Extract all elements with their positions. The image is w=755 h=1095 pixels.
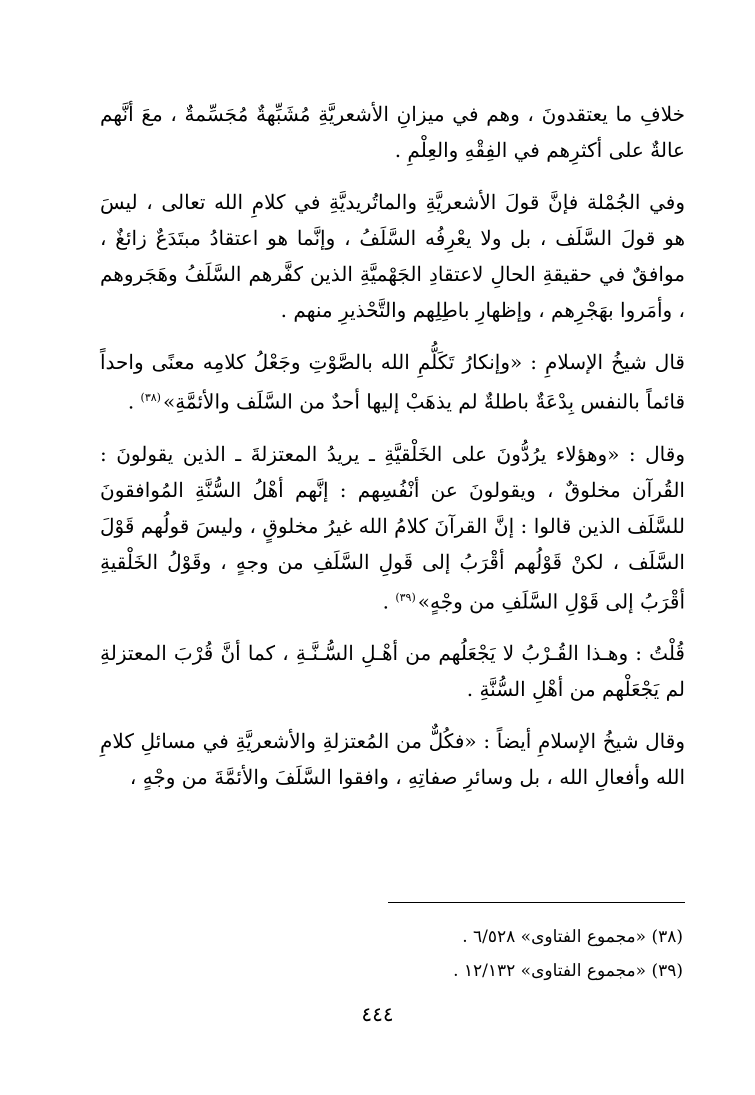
main-text [100, 96, 685, 811]
footnote-divider [388, 902, 685, 903]
paragraph-text: وقال شيخُ الإسلامِ أيضاً : «فكُلٌّ من المُعتزلةِ والأشعريَّةِ في مسائلِ كلامِ الله وأفعالِ الله ، بل وسائرِ صفاتِهِ ، وافقوا السَّلَفَ والأئمَّةَ من وجْهٍ ، [100, 729, 685, 790]
paragraph-text: وقال : «وهؤلاء يرُدُّونَ على الخَلْقيَّةِ ـ يريدُ المعتزلةَ ـ الذين يقولونَ : القُرآن مخلوقٌ ، ويقولونَ عن أنْفُسِهم : إنَّهم أهْلُ السُّنَّةِ المُوافقونَ للسَّلَف الذين قالوا : إنَّ القرآنَ كلامُ الله غيرُ مخلوقٍ ، وليسَ قولُهم قَوْلَ السَّلَف ، لكنْ قَوْلُهم أقْرَبُ إلى قَولِ السَّلَفِ من وجهٍ ، وقَوْلُ الخَلْقيةِ أقْرَبُ إلى قَوْلِ السَّلَفِ من وجْهٍ» [100, 441, 685, 614]
paragraph-5 [100, 635, 685, 707]
paragraph-text: وفي الجُمْلة فإنَّ قولَ الأشعريَّةِ والماتُريديَّةِ في كلامِ الله تعالى ، ليسَ هو قولَ السَّلَف ، بل ولا يعْرِفُه السَّلَفُ ، وإنَّما هو اعتقادُ مبتَدَعٌ زائغٌ ، موافقٌ في حقيقةِ الحالِ لاعتقادِ الجَهْميَّةِ الذين كفَّرهم السَّلَفُ وهَجَروهم ، وأمَروا بهَجْرِهم ، وإظهارِ باطِلِهم والتَّحْذيرِ منهم . [100, 190, 685, 322]
page-number: ٤٤٤ [361, 1002, 394, 1026]
paragraph-2 [100, 184, 685, 328]
paragraph-4: وقال : «وهؤلاء يرُدُّونَ على الخَلْقيَّةِ ـ يريدُ المعتزلةَ ـ الذين يقولونَ : القُرآن مخلوقٌ ، ويقولونَ عن أنْفُسِهم : إنَّهم أهْلُ السُّنَّةِ المُوافقونَ للسَّلَف الذين قالوا : إنَّ القرآنَ كلامُ الله غيرُ مخلوقٍ ، وليسَ قولُهم قَوْلَ السَّلَف ، لكنْ قَوْلُهم أقْرَبُ إلى قَولِ السَّلَفِ من وجهٍ ، وقَوْلُ الخَلْقيةِ أقْرَبُ إلى قَوْلِ السَّلَفِ من وجْهٍ»$^{(٣٩)}$ . [100, 441, 685, 614]
footnote-38: (٣٨) «مجموع الفتاوى» ٦/٥٢٨ . [462, 927, 683, 947]
footnote-ref-38: (٣٨) [140, 391, 161, 404]
footnotes [100, 920, 685, 988]
paragraph-1 [100, 96, 685, 168]
paragraph-6 [100, 723, 685, 795]
footnote-39: (٣٩) «مجموع الفتاوى» ١٢/١٣٢ . [453, 961, 683, 981]
paragraph-text: قال شيخُ الإسلامِ : «وإنكارُ تَكَلُّمِ الله بالصَّوْتِ وجَعْلُ كلامِه معنًى واحداً قائماً بالنفس بِدْعَةٌ باطلةٌ لم يذهَبْ إليها أحدٌ من السَّلَف والأئمَّةِ» [100, 350, 685, 414]
footnote-ref-39: (٣٩) [395, 590, 416, 604]
paragraph-3: قال شيخُ الإسلامِ : «وإنكارُ تَكَلُّمِ الله بالصَّوْتِ وجَعْلُ كلامِه معنًى واحداً قائماً بالنفس بِدْعَةٌ باطلةٌ لم يذهَبْ إليها أحدٌ من السَّلَف والأئمَّةِ»$^{(٣٨)}$ . [100, 350, 685, 414]
paragraph-text: قُلْتُ : وهـذا القُـرْبُ لا يَجْعَلُهم من أهْـلِ السُّـنَّـةِ ، كما أنَّ قُرْبَ المعتزلةِ لم يَجْعَلْهم من أهْلِ السُّنَّةِ . [100, 641, 685, 702]
paragraph-text: خلافِ ما يعتقدونَ ، وهم في ميزانِ الأشعريَّةِ مُشَبِّهةٌ مُجَسِّمةٌ ، معَ أنَّهم عالةٌ على أكثرِهم في الفِقْهِ والعِلْمِ . [100, 102, 685, 162]
